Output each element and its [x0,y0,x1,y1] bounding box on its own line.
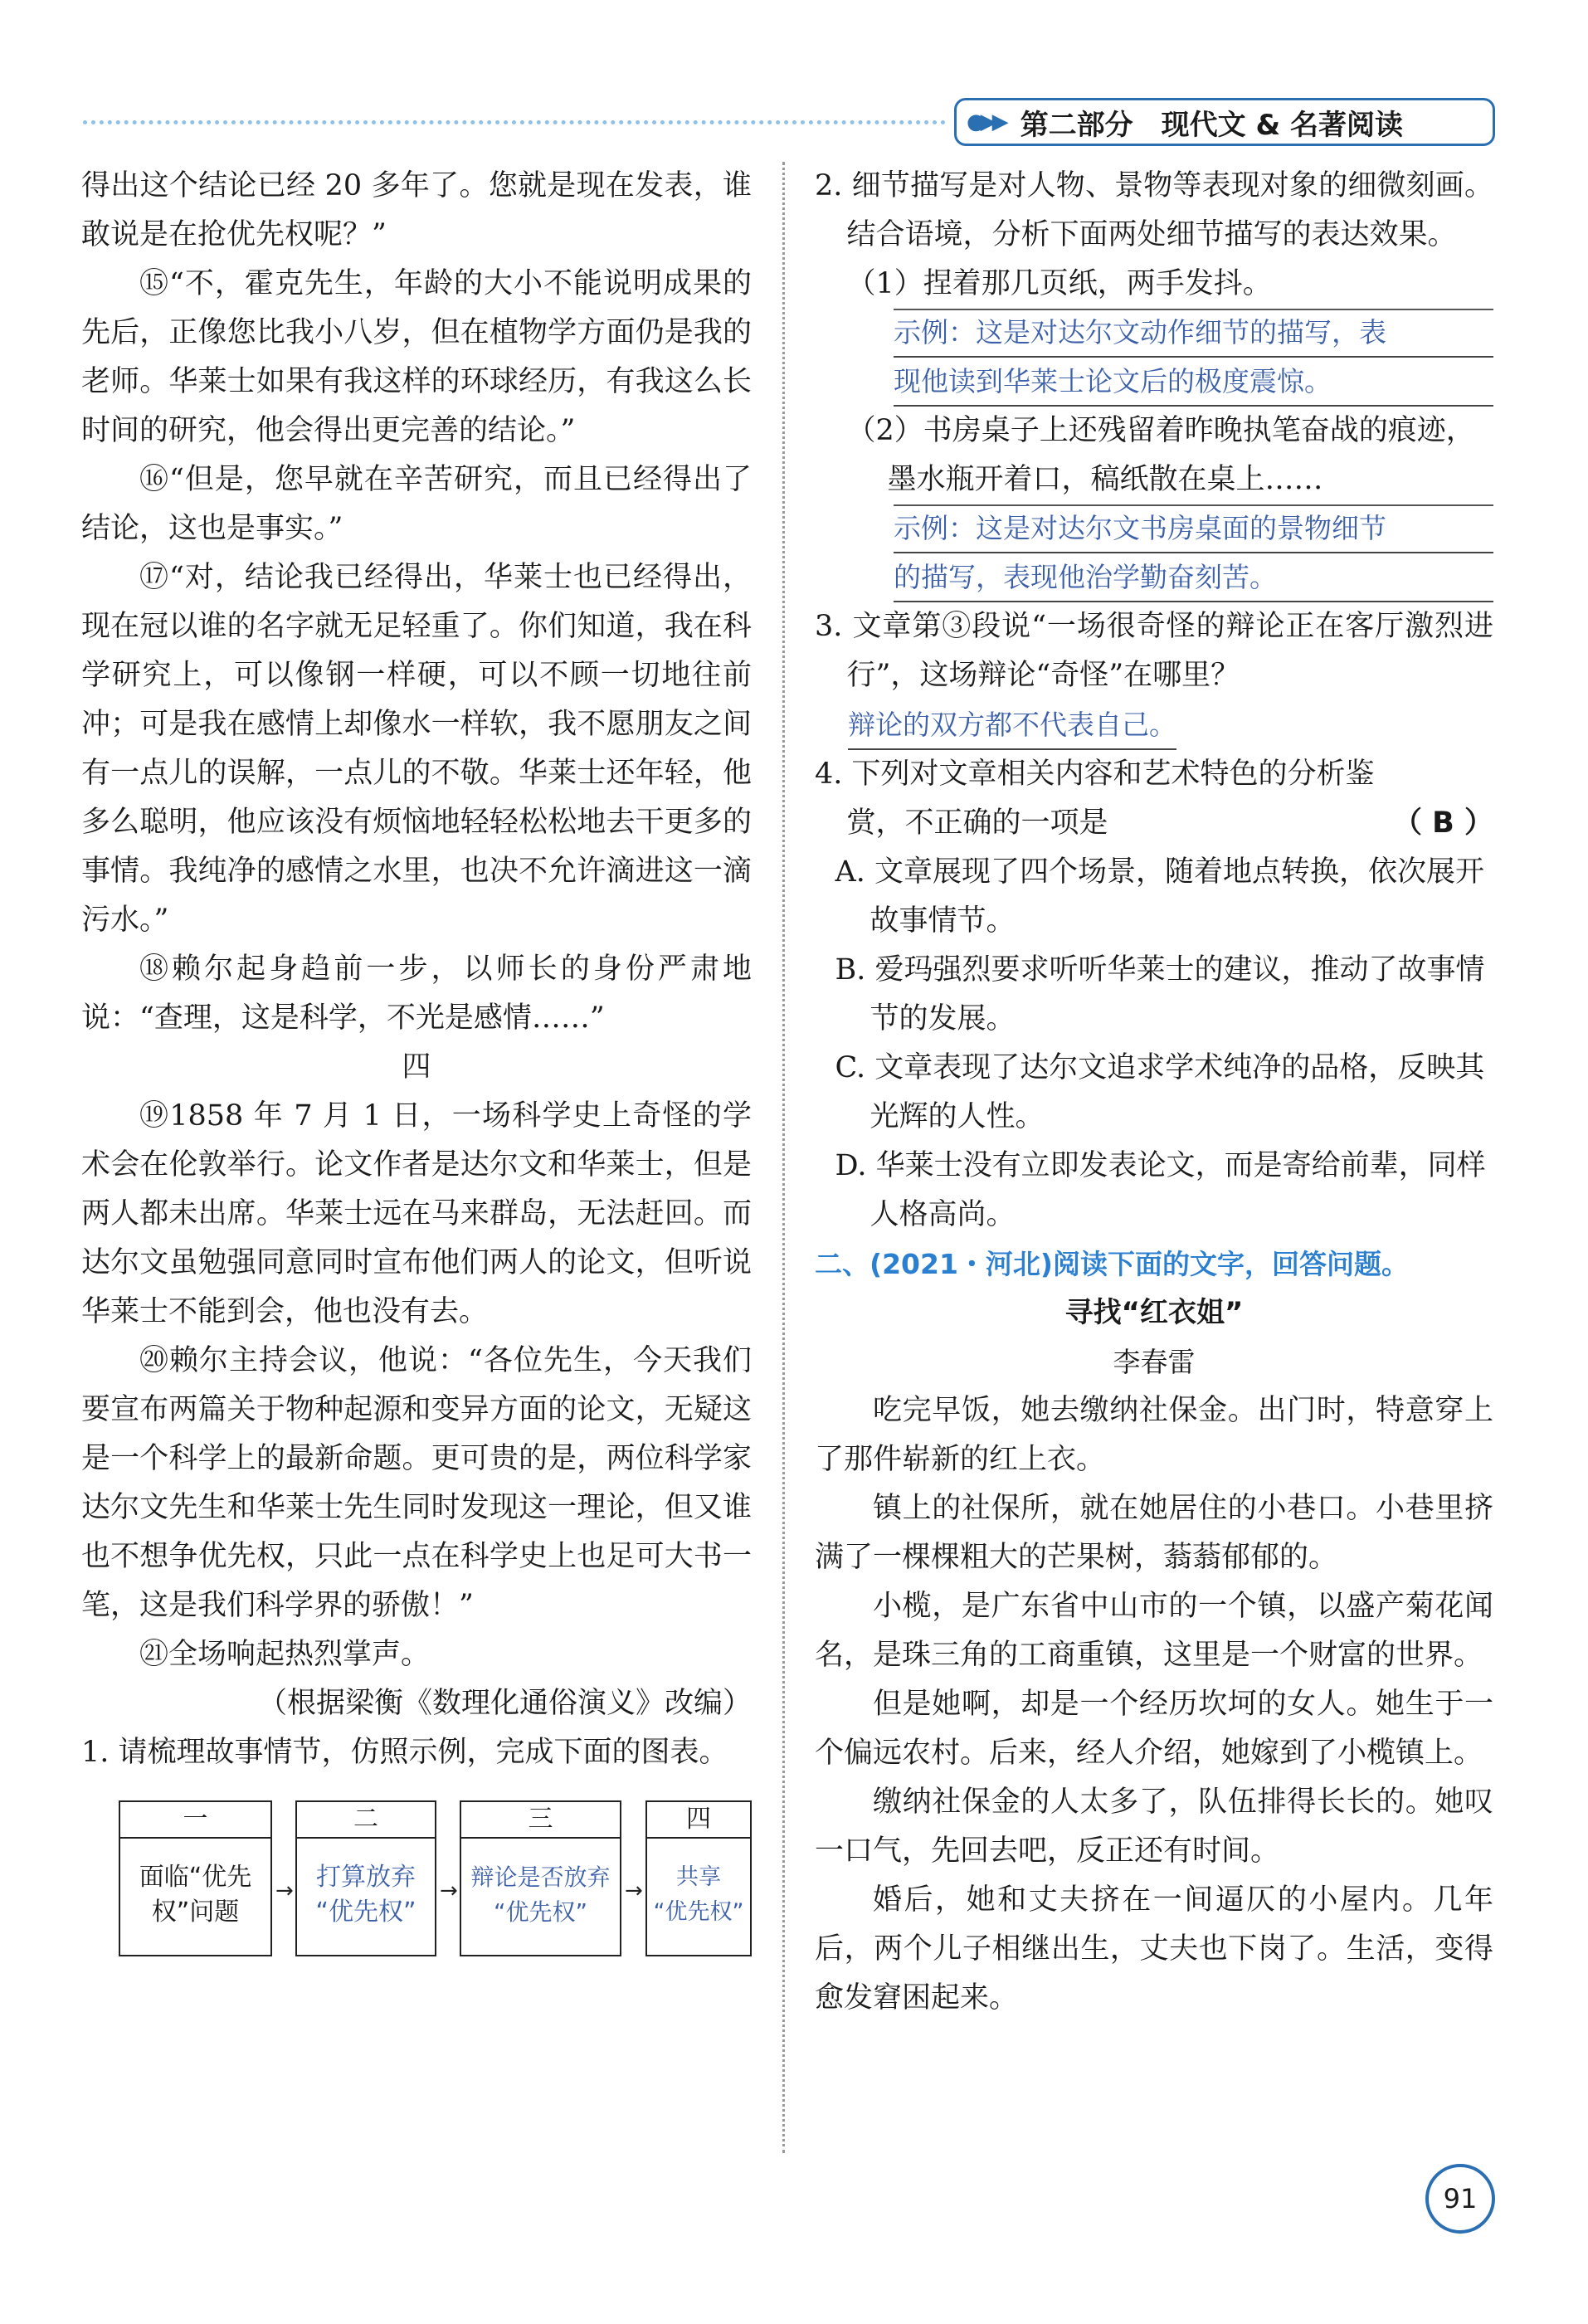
flow-line: “优先权” [315,1898,416,1927]
header-section-box [954,98,1495,146]
article-paragraph-2: 镇上的社保所，就在她居住的小巷口。小巷里挤满了一棵棵粗大的芒果树，蓊蓊郁郁的。 [815,1492,1493,1574]
question-4-answer: （ B ） [1392,806,1493,840]
paragraph-19: ⑲1858 年 7 月 1 日，一场科学史上奇怪的学术会在伦敦举行。论文作者是达尔文和华莱士，但是两人都未出席。华莱士远在马来群岛，无法赶回。而达尔文虽勉强同意同时宣布他们两人的论文，但听说华莱士不能到会，他也没有去。 [81,1099,752,1328]
flow-line: 打算放弃 [316,1863,416,1892]
story-flow-chart [81,1784,752,1966]
option-a: A. 文章展现了四个场景，随着地点转换，依次展开故事情节。 [835,855,1485,938]
answer-line: 的描写，表现他治学勤奋刻苦。 [894,553,1493,602]
arrow-right-icon: → [275,1878,294,1903]
flow-box-3 [460,1800,621,1956]
article-paragraph-5: 缴纳社保金的人太多了，队伍排得长长的。她叹一口气，先回去吧，反正还有时间。 [815,1786,1493,1868]
section-heading-4: 四 [402,1050,431,1084]
option-c: C. 文章表现了达尔文追求学术纯净的品格，反映其光辉的人性。 [835,1051,1485,1133]
flow-box-content [120,1839,270,1930]
double-arrow-icon: ●▶▶ [967,110,1004,134]
left-column [81,162,752,1966]
answer-line: 现他读到华莱士论文后的极度震惊。 [894,358,1493,407]
question-4-line2 [815,799,1493,848]
question-4-text: 赏，不正确的一项是 [846,806,1108,840]
question-3: 3. 文章第③段说“一场很奇怪的辩论正在客厅激烈进行”，这场辩论“奇怪”在哪里？ [815,610,1493,692]
paragraph-21: ㉑全场响起热烈掌声。 [139,1638,431,1671]
flow-box-content [461,1839,620,1930]
flow-box-2 [295,1800,436,1956]
article-paragraph-3: 小榄，是广东省中山市的一个镇，以盛产菊花闻名，是珠三角的工商重镇，这里是一个财富的世界。 [815,1590,1493,1672]
column-divider [782,162,785,2153]
flow-line: “优先权” [493,1898,587,1926]
question-2-1: （1）捏着那几页纸，两手发抖。 [846,267,1272,300]
arrow-right-icon: → [440,1878,458,1903]
article-author: 李春雷 [1113,1346,1196,1378]
question-1: 1. 请梳理故事情节，仿照示例，完成下面的图表。 [81,1736,728,1769]
paragraph-15: ⑮“不，霍克先生，年龄的大小不能说明成果的先后，正像您比我小八岁，但在植物学方面仍是我的老师。华莱士如果有我这样的环球经历，有我这么长时间的研究，他会得出更完善的结论。” [81,267,752,447]
answer-2-2 [894,504,1493,602]
header-dotted-line [83,120,946,124]
flow-box-content [297,1839,435,1930]
source-note: （根据梁衡《数理化通俗演义》改编） [257,1687,752,1720]
answer-line: 示例：这是对达尔文书房桌面的景物细节 [894,504,1493,553]
answer-3 [848,700,1493,750]
right-column [815,162,1493,2023]
answer-2-1 [894,309,1493,407]
flow-line: 面临“优先 [139,1863,252,1892]
flow-box-head: 三 [461,1802,620,1839]
option-b: B. 爱玛强烈要求听听华莱士的建议，推动了故事情节的发展。 [835,953,1485,1035]
flow-box-head: 一 [120,1802,270,1839]
article-paragraph-4: 但是她啊，却是一个经历坎坷的女人。她生于一个偏远农村。后来，经人介绍，她嫁到了小榄镇上。 [815,1688,1493,1770]
section-2-title: 二、(2021・河北)阅读下面的文字，回答问题。 [815,1248,1410,1280]
paragraph-18: ⑱赖尔起身趋前一步，以师长的身份严肃地说：“查理，这是科学，不光是感情……” [81,952,752,1035]
page-number: 91 [1425,2164,1495,2234]
flow-line: 辩论是否放弃 [470,1864,611,1891]
flow-box-head: 二 [297,1802,435,1839]
question-2-2: （2）书房桌子上还残留着昨晚执笔奋战的痕迹，墨水瓶开着口，稿纸散在桌上…… [846,414,1475,496]
arrow-right-icon: → [625,1878,643,1903]
article-paragraph-6: 婚后，她和丈夫挤在一间逼仄的小屋内。几年后，两个儿子相继出生，丈夫也下岗了。生活，变得愈发窘困起来。 [815,1883,1493,2015]
paragraph-16: ⑯“但是，您早就在辛苦研究，而且已经得出了结论，这也是事实。” [81,463,752,545]
flow-box-4 [645,1800,752,1956]
question-4-line1: 4. 下列对文章相关内容和艺术特色的分析鉴 [815,758,1375,791]
answer-line: 示例：这是对达尔文动作细节的描写，表 [894,309,1493,358]
paragraph-continued: 得出这个结论已经 20 多年了。您就是现在发表，谁敢说是在抢优先权呢？” [81,169,752,251]
header-title: 第二部分 现代文 & 名著阅读 [1020,108,1404,142]
flow-line: 共享 [676,1864,721,1890]
flow-line: “优先权” [653,1899,744,1925]
flow-line: 权”问题 [151,1898,240,1927]
option-d: D. 华莱士没有立即发表论文，而是寄给前辈，同样人格高尚。 [835,1149,1486,1231]
flow-box-1 [119,1800,272,1956]
paragraph-17: ⑰“对，结论我已经得出，华莱士也已经得出，现在冠以谁的名字就无足轻重了。你们知道，我在科学研究上，可以像钢一样硬，可以不顾一切地往前冲；可是我在感情上却像水一样软，我不愿朋友之间有一点儿的误解，一点儿的不敬。华莱士还年轻，他多么聪明，他应该没有烦恼地轻轻松松地去干更多的事情。我纯净的感情之水里，也决不允许滴进这一滴污水。” [81,561,752,937]
question-2: 2. 细节描写是对人物、景物等表现对象的细微刻画。结合语境，分析下面两处细节描写的表达效果。 [815,169,1493,251]
answer-line: 辩论的双方都不代表自己。 [848,701,1176,750]
paragraph-20: ⑳赖尔主持会议，他说：“各位先生，今天我们要宣布两篇关于物种起源和变异方面的论文，无疑这是一个科学上的最新命题。更可贵的是，两位科学家达尔文先生和华莱士先生同时发现这一理论，但又谁也不想争优先权，只此一点在科学史上也足可大书一笔，这是我们科学界的骄傲！” [81,1344,752,1622]
article-paragraph-1: 吃完早饭，她去缴纳社保金。出门时，特意穿上了那件崭新的红上衣。 [815,1394,1493,1476]
flow-box-content [647,1839,750,1930]
flow-box-head: 四 [647,1802,750,1839]
page-header [83,93,1493,151]
article-title: 寻找“红衣姐” [1064,1296,1244,1329]
